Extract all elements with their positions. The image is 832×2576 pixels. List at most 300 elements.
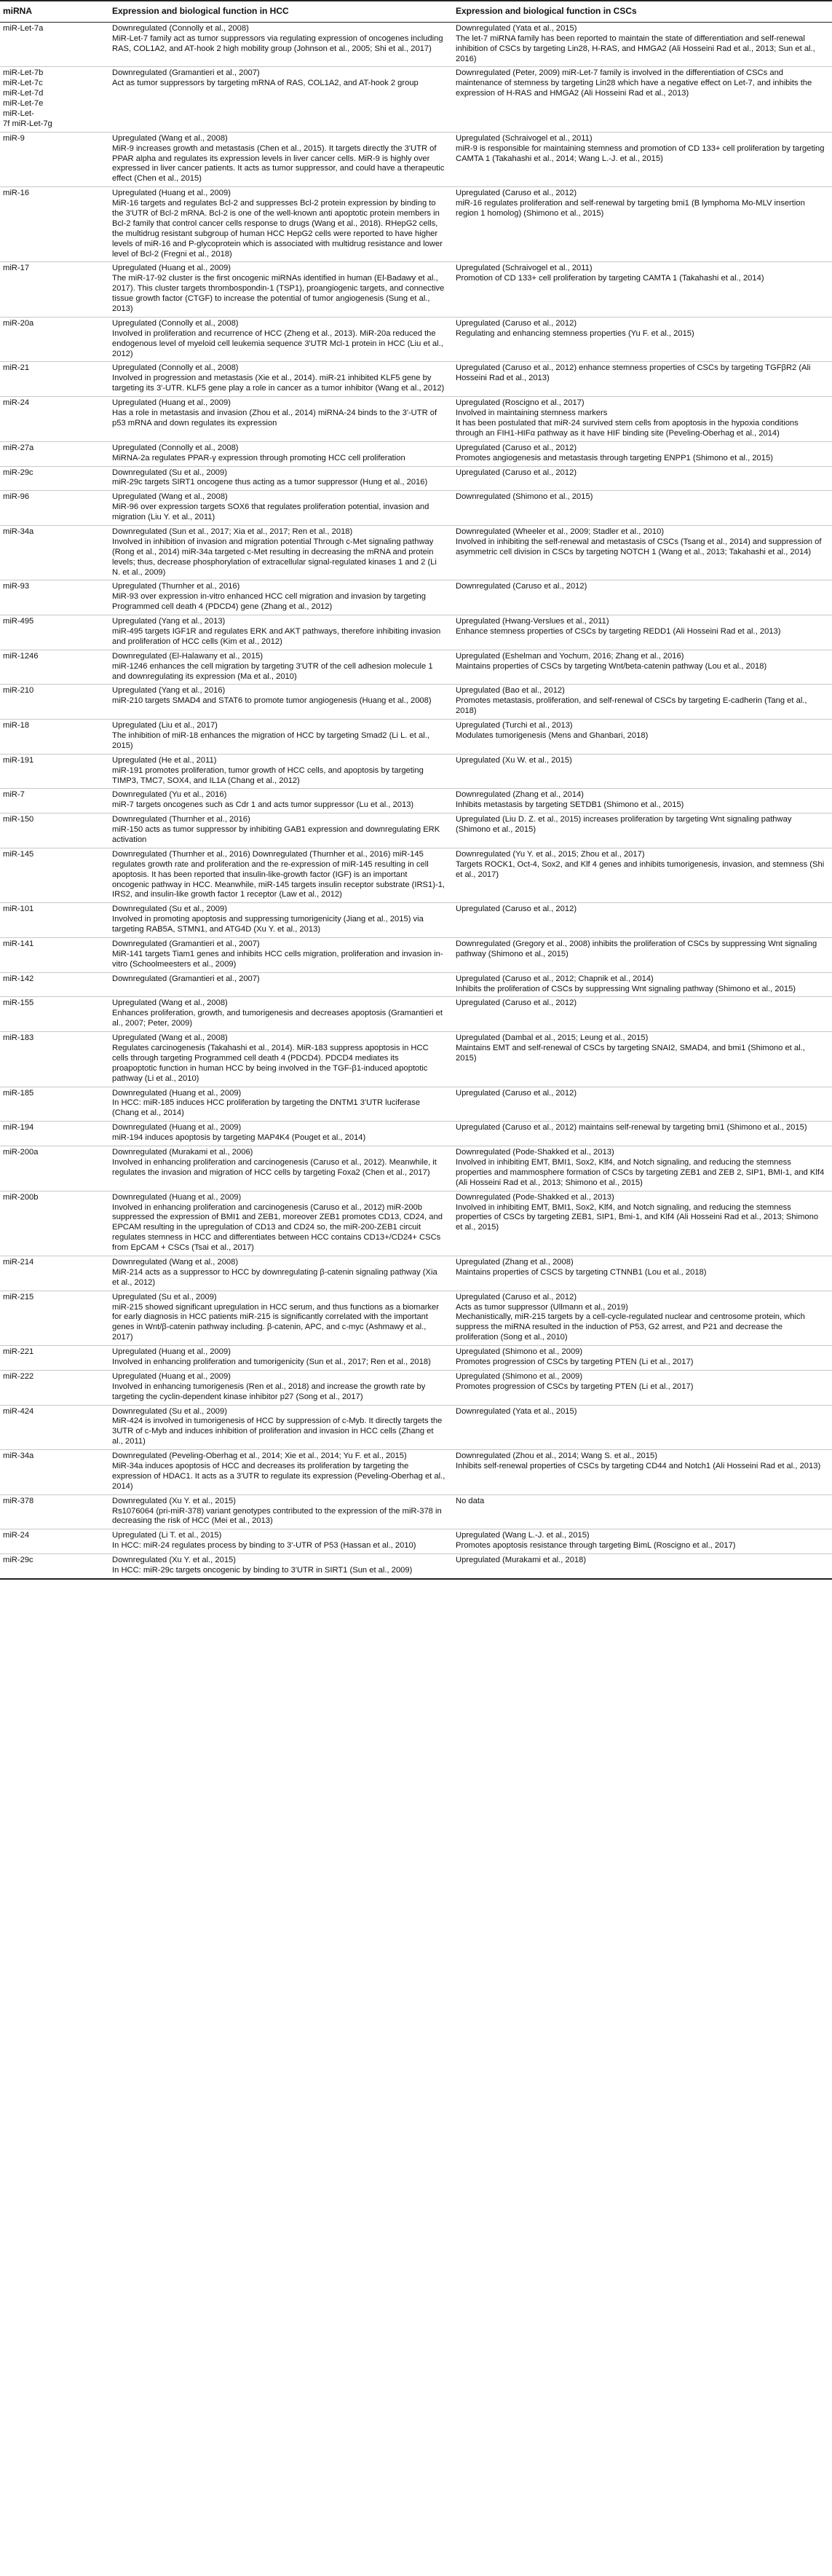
mirna-cell: miR-17 <box>0 262 109 317</box>
csc-function-cell <box>453 1346 832 1371</box>
csc-text-line: Upregulated (Turchi et al., 2013) <box>456 721 573 730</box>
hcc-text-line: Downregulated (Wang et al., 2008) <box>112 1257 239 1267</box>
hcc-function-cell <box>109 1494 453 1529</box>
table-row <box>0 789 832 814</box>
mirna-cell: miR-183 <box>0 1032 109 1087</box>
hcc-text-line: Downregulated (Gramantieri et al., 2007) <box>112 940 260 949</box>
table-row <box>0 67 832 132</box>
hcc-text-line: Downregulated (Huang et al., 2009) <box>112 1192 242 1202</box>
table-row <box>0 720 832 755</box>
hcc-function-cell <box>109 132 453 186</box>
mirna-cell: miR-424 <box>0 1405 109 1450</box>
csc-text-line: No data <box>456 1496 485 1505</box>
csc-text-line: The let-7 miRNA family has been reported to maintain the state of differentiation and self-renewal inhibition of CSCs by targeting Lin28, H-RAS, and HMGA2 (Ali Hosseini Rad et al., 2013; Sun et al., 2016) <box>456 34 815 63</box>
table-row <box>0 1146 832 1192</box>
mirna-cell: miR-16 <box>0 187 109 262</box>
hcc-function-cell <box>109 789 453 814</box>
mirna-cell: miR-29c <box>0 1554 109 1579</box>
hcc-text-line: MiR-141 targets Tiam1 genes and inhibits HCC cells migration, proliferation and invasion in-vitro (Schoolmeesters et al., 2009) <box>112 949 443 969</box>
hcc-text-line: Has a role in metastasis and invasion (Zhou et al., 2014) miRNA-24 binds to the 3'-UTR of p53 mRNA and down regulates its expression <box>112 409 437 428</box>
hcc-text-line: Upregulated (Wang et al., 2008) <box>112 999 228 1008</box>
mirna-cell: miR-200b <box>0 1191 109 1256</box>
mirna-cell: miR-21 <box>0 362 109 397</box>
csc-text-line: Upregulated (Shimono et al., 2009) <box>456 1347 583 1357</box>
hcc-text-line: Involved in promoting apoptosis and suppressing tumorigenicity (Jiang et al., 2015) via targeting RAB5A, STMN1, and ATG4D (Xu Y. et al., 2013) <box>112 915 424 934</box>
csc-text-line: Mechanistically, miR-215 targets by a cell-cycle-regulated nuclear and centrosome protein, which suppress the miRNA resulted in the induction of P53, G2 arrest, and P21 and decrease the proliferation (Song et al., 2010) <box>456 1312 805 1342</box>
hcc-text-line: The miR-17-92 cluster is the first oncogenic miRNAs identified in human (El-Badawy et al., 2017). This cluster targets thrombospondin-1 (TSP1), proangiogenic targets, and connective tissue growth factor (CTGF) to increase the potential of tumor angiogenesis (Sung et al., 2013) <box>112 274 445 314</box>
hcc-text-line: Involved in proliferation and recurrence of HCC (Zheng et al., 2013). MiR-20a reduced the endogenous level of myeloid cell leukemia sequence 3'UTR Mcl-1 protein in HCC (Liu et al., 2012) <box>112 328 443 358</box>
csc-function-cell <box>453 362 832 397</box>
hcc-text-line: Upregulated (Wang et al., 2008) <box>112 1033 228 1043</box>
mirna-cell: miR-9 <box>0 132 109 186</box>
csc-function-cell <box>453 187 832 262</box>
hcc-text-line: Involved in inhibition of invasion and migration potential Through c-Met signaling pathway (Rong et al., 2014) miR-34a targeted c-Met resulting in decreasing the mRNA and protein levels; thus, decrease phosphorylation of extracellular signal-regulated kinases 1 and 2 (Li N. et al., 2009) <box>112 537 437 577</box>
table-row <box>0 972 832 997</box>
csc-text-line: Upregulated (Caruso et al., 2012; Chapnik et al., 2014) <box>456 974 654 983</box>
mirna-cell: miR-7 <box>0 789 109 814</box>
csc-function-cell <box>453 615 832 650</box>
hcc-function-cell <box>109 525 453 580</box>
hcc-text-line: Downregulated (Thurnher et al., 2016) Downregulated (Thurnher et al., 2016) miR-145 regulates growth rate and proliferation and the re-expression of miR-145 resulting in cell apoptosis. It has been reported that insulin-like-growth factor (IGF) is an important oncogenic pathway in HCC. Meanwhile, miR-145 targets insulin receptor substrate (IRS1)-1, IRS2, and insulin-like growth factor 1 receptor (Law et al., 2012) <box>112 849 445 899</box>
csc-text-line: Promotion of CD 133+ cell proliferation by targeting CAMTA 1 (Takahashi et al., 2014) <box>456 274 764 283</box>
csc-text-line: Promotes apoptosis resistance through targeting BimL (Roscigno et al., 2017) <box>456 1541 736 1551</box>
hcc-function-cell <box>109 1122 453 1146</box>
hcc-text-line: In HCC: miR-29c targets oncogenic by binding to 3'UTR in SIRT1 (Sun et al., 2009) <box>112 1566 413 1575</box>
hcc-text-line: The inhibition of miR-18 enhances the migration of HCC by targeting Smad2 (Li L. et al., 2015) <box>112 730 429 750</box>
csc-text-line: Upregulated (Shimono et al., 2009) <box>456 1371 583 1381</box>
csc-text-line: Upregulated (Caruso et al., 2012) <box>456 905 577 914</box>
mirna-cell: miR-27a <box>0 441 109 466</box>
hcc-text-line: Upregulated (Huang et al., 2009) <box>112 1371 231 1381</box>
hcc-text-line: Downregulated (Thurnher et al., 2016) <box>112 815 250 824</box>
mirna-cell: miR-214 <box>0 1256 109 1291</box>
table-row <box>0 1494 832 1529</box>
mirna-cell: miR-1246 <box>0 650 109 685</box>
hcc-function-cell <box>109 491 453 526</box>
csc-text-line: Upregulated (Xu W. et al., 2015) <box>456 755 572 765</box>
hcc-function-cell <box>109 317 453 362</box>
csc-text-line: Upregulated (Schraivogel et al., 2011) <box>456 264 593 273</box>
hcc-text-line: MiR-34a induces apoptosis of HCC and decreases its proliferation by targeting the expression of HDAC1. It acts as a 3'UTR to regulate its expression (Peveling-Oberhag et al., 2014) <box>112 1461 445 1491</box>
table-row <box>0 262 832 317</box>
mirna-cell: miR-24 <box>0 397 109 442</box>
table-row <box>0 132 832 186</box>
hcc-text-line: Downregulated (Huang et al., 2009) <box>112 1123 242 1133</box>
hcc-text-line: Upregulated (Wang et al., 2008) <box>112 492 228 502</box>
hcc-function-cell <box>109 466 453 491</box>
hcc-text-line: Rs1076064 (pri-miR-378) variant genotypes contributed to the expression of the miR-378 in decreasing the risk of HCC (Mei et al., 2013) <box>112 1506 442 1526</box>
mirna-cell: miR-101 <box>0 903 109 938</box>
csc-function-cell <box>453 262 832 317</box>
mirna-cell: miR-200a <box>0 1146 109 1192</box>
csc-text-line: Promotes progression of CSCs by targeting PTEN (Li et al., 2017) <box>456 1357 694 1366</box>
hcc-text-line: miR-495 targets IGF1R and regulates ERK and AKT pathways, therefore inhibiting invasion and proliferation of HCC cells (Kim et al., 2012) <box>112 626 441 646</box>
csc-text-line: Upregulated (Eshelman and Yochum, 2016; Zhang et al., 2016) <box>456 651 684 661</box>
table-row <box>0 1529 832 1554</box>
hcc-text-line: Downregulated (Connolly et al., 2008) <box>112 23 249 33</box>
hcc-function-cell <box>109 650 453 685</box>
table-row <box>0 466 832 491</box>
table-row <box>0 1346 832 1371</box>
hcc-function-cell <box>109 1291 453 1345</box>
csc-text-line: Upregulated (Caruso et al., 2012) <box>456 1088 577 1098</box>
csc-function-cell <box>453 1256 832 1291</box>
mirna-cell: miR-150 <box>0 814 109 848</box>
csc-function-cell <box>453 685 832 720</box>
table-row <box>0 1087 832 1122</box>
csc-text-line: Modulates tumorigenesis (Mens and Ghanbari, 2018) <box>456 730 649 740</box>
csc-function-cell <box>453 789 832 814</box>
mirna-cell: miR-221 <box>0 1346 109 1371</box>
hcc-function-cell <box>109 997 453 1032</box>
table-row <box>0 814 832 848</box>
hcc-text-line: Downregulated (Sun et al., 2017; Xia et al., 2017; Ren et al., 2018) <box>112 527 353 536</box>
table-row <box>0 580 832 615</box>
hcc-function-cell <box>109 362 453 397</box>
hcc-text-line: Involved in progression and metastasis (Xie et al., 2014). miR-21 inhibited KLF5 gene by targeting its 3'-UTR. KLF5 gene play a role in cancer as a tumor inhibitor (Wang et al., 2012) <box>112 374 445 393</box>
hcc-text-line: miR-210 targets SMAD4 and STAT6 to promote tumor angiogenesis (Huang et al., 2008) <box>112 696 432 706</box>
mirna-cell: miR-34a <box>0 525 109 580</box>
hcc-text-line: Downregulated (Xu Y. et al., 2015) <box>112 1556 236 1565</box>
csc-text-line: Upregulated (Bao et al., 2012) <box>456 686 565 696</box>
csc-text-line: Downregulated (Yu Y. et al., 2015; Zhou et al., 2017) <box>456 849 645 859</box>
table-row <box>0 441 832 466</box>
csc-text-line: Upregulated (Caruso et al., 2012) <box>456 999 577 1008</box>
table-row <box>0 1122 832 1146</box>
hcc-text-line: miR-150 acts as tumor suppressor by inhibiting GAB1 expression and downregulating ERK activation <box>112 825 440 844</box>
hcc-text-line: Upregulated (Huang et al., 2009) <box>112 264 231 273</box>
csc-text-line: Downregulated (Wheeler et al., 2009; Stadler et al., 2010) <box>456 527 665 536</box>
csc-function-cell <box>453 441 832 466</box>
csc-function-cell <box>453 1494 832 1529</box>
csc-function-cell <box>453 1370 832 1405</box>
csc-text-line: Involved in maintaining stemness markers <box>456 409 608 418</box>
table-row <box>0 997 832 1032</box>
csc-function-cell <box>453 754 832 789</box>
csc-text-line: Upregulated (Schraivogel et al., 2011) <box>456 133 593 143</box>
csc-text-line: Upregulated (Wang L.-J. et al., 2015) <box>456 1531 590 1540</box>
csc-text-line: Acts as tumor suppressor (Ullmann et al., 2019) <box>456 1302 628 1312</box>
csc-function-cell <box>453 491 832 526</box>
mirna-cell: miR-210 <box>0 685 109 720</box>
mirna-cell: miR-495 <box>0 615 109 650</box>
mirna-cell: miR-155 <box>0 997 109 1032</box>
csc-function-cell <box>453 972 832 997</box>
hcc-function-cell <box>109 441 453 466</box>
header-csc: Expression and biological function in CSCs <box>453 1 832 22</box>
table-row <box>0 615 832 650</box>
hcc-function-cell <box>109 848 453 902</box>
hcc-text-line: MiR-16 targets and regulates Bcl-2 and suppresses Bcl-2 protein expression by binding to the 3'UTR of Bcl-2 mRNA. Bcl-2 is one of the well-known anti apoptotic protein members in Bcl-2 family that control cancer cells response to drugs (Wang et al., 2018). RHepG2 cells, the multidrug resistant subgroup of human HCC HepG2 cells were reported to have higher levels of miR-16 and P-glycoprotein which is associated with multidrug resistance and lower level of Bcl-2 (Fregni et al., 2018) <box>112 199 443 259</box>
hcc-text-line: Upregulated (Huang et al., 2009) <box>112 398 231 408</box>
hcc-function-cell <box>109 938 453 973</box>
hcc-function-cell <box>109 187 453 262</box>
header-row <box>0 1 832 22</box>
csc-function-cell <box>453 1191 832 1256</box>
hcc-text-line: MiR-Let-7 family act as tumor suppressors via regulating expression of oncogenes including RAS, COL1A2, and AT-hook 2 high mobility group (Johnson et al., 2005; Shi et al., 2017) <box>112 34 443 53</box>
csc-function-cell <box>453 938 832 973</box>
hcc-text-line: Upregulated (Connolly et al., 2008) <box>112 363 239 373</box>
csc-function-cell <box>453 67 832 132</box>
csc-text-line: Upregulated (Dambal et al., 2015; Leung et al., 2015) <box>456 1033 649 1043</box>
hcc-function-cell <box>109 397 453 442</box>
csc-function-cell <box>453 720 832 755</box>
mirna-cell: miR-215 <box>0 1291 109 1345</box>
csc-text-line: Downregulated (Pode-Shakked et al., 2013) <box>456 1192 614 1202</box>
table-row <box>0 317 832 362</box>
csc-function-cell <box>453 903 832 938</box>
hcc-text-line: Upregulated (Connolly et al., 2008) <box>112 318 239 328</box>
hcc-text-line: MiR-93 over expression in-vitro enhanced HCC cell migration and invasion by targeting Programmed cell death 4 (PDCD4) gene (Zhang et al., 2012) <box>112 592 426 612</box>
mirna-cell: miR-24 <box>0 1529 109 1554</box>
table-row <box>0 1370 832 1405</box>
hcc-text-line: Enhances proliferation, growth, and tumorigenesis and decreases apoptosis (Gramantieri et al., 2007; Peter, 2009) <box>112 1009 443 1028</box>
csc-text-line: Upregulated (Caruso et al., 2012) <box>456 468 577 477</box>
table-row <box>0 491 832 526</box>
hcc-function-cell <box>109 1087 453 1122</box>
csc-text-line: Upregulated (Caruso et al., 2012) <box>456 189 577 198</box>
hcc-function-cell <box>109 720 453 755</box>
hcc-function-cell <box>109 1346 453 1371</box>
csc-function-cell <box>453 132 832 186</box>
mirna-cell: miR-96 <box>0 491 109 526</box>
table-row <box>0 1032 832 1087</box>
hcc-function-cell <box>109 1554 453 1579</box>
table-row <box>0 22 832 67</box>
hcc-text-line: Downregulated (Gramantieri et al., 2007) <box>112 974 260 983</box>
table-row <box>0 1554 832 1579</box>
hcc-function-cell <box>109 1032 453 1087</box>
csc-text-line: Upregulated (Murakami et al., 2018) <box>456 1556 587 1565</box>
hcc-function-cell <box>109 1191 453 1256</box>
csc-function-cell <box>453 1554 832 1579</box>
table-header <box>0 1 832 22</box>
csc-text-line: Inhibits self-renewal properties of CSCs by targeting CD44 and Notch1 (Ali Hosseini Rad et al., 2013) <box>456 1461 821 1470</box>
csc-function-cell <box>453 1146 832 1192</box>
mirna-cell: miR-141 <box>0 938 109 973</box>
hcc-function-cell <box>109 22 453 67</box>
hcc-text-line: In HCC: miR-185 induces HCC proliferation by targeting the DNTM1 3'UTR luciferase (Chang et al., 2014) <box>112 1098 421 1118</box>
csc-text-line: Upregulated (Hwang-Verslues et al., 2011) <box>456 617 609 626</box>
table-row <box>0 903 832 938</box>
mirna-cell: miR-34a <box>0 1450 109 1495</box>
csc-text-line: Downregulated (Yata et al., 2015) <box>456 23 577 33</box>
hcc-function-cell <box>109 1146 453 1192</box>
csc-text-line: Promotes metastasis, proliferation, and self-renewal of CSCs by targeting E-cadherin (Tang et al., 2018) <box>456 696 807 716</box>
csc-text-line: Targets ROCK1, Oct-4, Sox2, and Klf 4 genes and inhibits tumorigenesis, invasion, and stemness (Shi et al., 2017) <box>456 859 825 879</box>
table-row <box>0 362 832 397</box>
table-row <box>0 525 832 580</box>
csc-text-line: Inhibits the proliferation of CSCs by suppressing Wnt signaling pathway (Shimono et al., 2015) <box>456 984 796 993</box>
mirna-cell: miR-Let-7a <box>0 22 109 67</box>
hcc-function-cell <box>109 262 453 317</box>
csc-text-line: It has been postulated that miR-24 survived stem cells from apoptosis in the hypoxia conditions through an FIH1-HIFα pathway as it have HIF binding site (Peveling-Oberhag et al., 2014) <box>456 418 799 438</box>
table-row <box>0 1291 832 1345</box>
table-row <box>0 1405 832 1450</box>
hcc-text-line: MiR-9 increases growth and metastasis (Chen et al., 2015). It targets directly the 3'UTR of PPAR alpha and regulates its expression levels in liver cancer cells. MiR-9 is highly over expressed in liver cancer patients. It acts as tumor suppressor, and could have a therapeutic effect (Chen et al., 2015) <box>112 143 445 184</box>
csc-text-line: Inhibits metastasis by targeting SETDB1 (Shimono et al., 2015) <box>456 800 684 810</box>
hcc-text-line: Upregulated (Su et al., 2009) <box>112 1292 217 1301</box>
csc-text-line: miR-16 regulates proliferation and self-renewal by targeting bmi1 (B lymphoma Mo-MLV insertion region 1 homolog) (Shimono et al., 2015) <box>456 199 805 218</box>
csc-text-line: Involved in inhibiting EMT, BMI1, Sox2, Klf4, and Notch signaling, and reducing the stemness properties and mammosphere formation of CSCs by targeting ZEB1 and ZEB 2, SIP1, BMI-1, and Klf4 (Ali Hosseini Rad et al., 2013; Shimono et al., 2015) <box>456 1157 825 1187</box>
csc-text-line: Downregulated (Shimono et al., 2015) <box>456 492 593 502</box>
hcc-text-line: MiR-96 over expression targets SOX6 that regulates proliferation potential, invasion and migration (Liu Y. et al., 2011) <box>112 503 429 522</box>
csc-text-line: Downregulated (Zhang et al., 2014) <box>456 790 585 800</box>
hcc-function-cell <box>109 1450 453 1495</box>
table-row <box>0 650 832 685</box>
hcc-function-cell <box>109 1370 453 1405</box>
hcc-text-line: miR-194 induces apoptosis by targeting MAP4K4 (Pouget et al., 2014) <box>112 1133 366 1143</box>
table-row <box>0 938 832 973</box>
table-row <box>0 187 832 262</box>
hcc-function-cell <box>109 685 453 720</box>
hcc-text-line: MiR-214 acts as a suppressor to HCC by downregulating β-catenin signaling pathway (Xia et al., 2012) <box>112 1267 437 1287</box>
mirna-cell: miR-93 <box>0 580 109 615</box>
table-row <box>0 1191 832 1256</box>
csc-function-cell <box>453 1291 832 1345</box>
hcc-text-line: Downregulated (Yu et al., 2016) <box>112 790 227 800</box>
hcc-function-cell <box>109 903 453 938</box>
hcc-text-line: MiRNA-2a regulates PPAR-γ expression through promoting HCC cell proliferation <box>112 453 405 462</box>
csc-function-cell <box>453 525 832 580</box>
hcc-text-line: Upregulated (Yang et al., 2013) <box>112 617 226 626</box>
csc-text-line: Upregulated (Caruso et al., 2012) <box>456 1292 577 1301</box>
csc-text-line: Upregulated (Zhang et al., 2008) <box>456 1257 574 1267</box>
table-row <box>0 1450 832 1495</box>
table-row <box>0 685 832 720</box>
mirna-cell: miR-20a <box>0 317 109 362</box>
hcc-text-line: Downregulated (Su et al., 2009) <box>112 905 227 914</box>
mirna-cell: miR-185 <box>0 1087 109 1122</box>
hcc-function-cell <box>109 1405 453 1450</box>
mirna-cell: miR-18 <box>0 720 109 755</box>
hcc-function-cell <box>109 1529 453 1554</box>
csc-text-line: Upregulated (Caruso et al., 2012) <box>456 443 577 452</box>
hcc-text-line: miR-191 promotes proliferation, tumor growth of HCC cells, and apoptosis by targeting TIMP3, TMC7, SOX4, and IL1A (Chang et al., 2012) <box>112 765 424 785</box>
csc-function-cell <box>453 1122 832 1146</box>
table-body <box>0 22 832 1579</box>
csc-text-line: Downregulated (Gregory et al., 2008) inhibits the proliferation of CSCs by suppressing Wnt signaling pathway (Shimono et al., 2015) <box>456 940 817 958</box>
csc-function-cell <box>453 1405 832 1450</box>
hcc-text-line: Upregulated (Thurnher et al., 2016) <box>112 582 240 591</box>
table-row <box>0 754 832 789</box>
hcc-text-line: Upregulated (Li T. et al., 2015) <box>112 1531 222 1540</box>
csc-function-cell <box>453 814 832 848</box>
hcc-text-line: Downregulated (Su et al., 2009) <box>112 468 227 477</box>
hcc-text-line: Downregulated (El-Halawany et al., 2015) <box>112 651 264 661</box>
hcc-text-line: Downregulated (Huang et al., 2009) <box>112 1088 242 1098</box>
hcc-text-line: Upregulated (Huang et al., 2009) <box>112 1347 231 1357</box>
mirna-cell: miR-29c <box>0 466 109 491</box>
csc-text-line: Downregulated (Caruso et al., 2012) <box>456 582 587 591</box>
csc-text-line: Downregulated (Zhou et al., 2014; Wang S. et al., 2015) <box>456 1452 657 1461</box>
csc-function-cell <box>453 580 832 615</box>
mirna-cell: miR-194 <box>0 1122 109 1146</box>
csc-function-cell <box>453 1450 832 1495</box>
hcc-text-line: Upregulated (Connolly et al., 2008) <box>112 443 239 452</box>
header-hcc: Expression and biological function in HCC <box>109 1 453 22</box>
hcc-text-line: Downregulated (Su et al., 2009) <box>112 1406 227 1416</box>
csc-text-line: Upregulated (Caruso et al., 2012) enhance stemness properties of CSCs by targeting TGFβR2 (Ali Hosseini Rad et al., 2013) <box>456 363 811 383</box>
hcc-text-line: Downregulated (Gramantieri et al., 2007) <box>112 68 260 78</box>
hcc-function-cell <box>109 814 453 848</box>
hcc-text-line: Regulates carcinogenesis (Takahashi et al., 2014). MiR-183 suppress apoptosis in HCC cells through targeting Programmed cell death 4 (PDCD4). PDCD4 mediates its proapoptotic function in human HCC by being involved in the TGF-β1-induced apoptotic pathway (Li et al., 2010) <box>112 1044 429 1083</box>
hcc-function-cell <box>109 580 453 615</box>
csc-text-line: Promotes angiogenesis and metastasis through targeting ENPP1 (Shimono et al., 2015) <box>456 453 773 462</box>
csc-text-line: Promotes progression of CSCs by targeting PTEN (Li et al., 2017) <box>456 1382 694 1391</box>
hcc-text-line: MiR-424 is involved in tumorigenesis of HCC by suppression of c-Myb. It directly targets the 3UTR of c-Myb and induces inhibition of proliferation and invasion in HCC cells (Zhang et al., 2011) <box>112 1417 443 1446</box>
mirna-cell: miR-142 <box>0 972 109 997</box>
csc-function-cell <box>453 397 832 442</box>
hcc-text-line: Upregulated (Wang et al., 2008) <box>112 133 228 143</box>
csc-text-line: miR-9 is responsible for maintaining stemness and promotion of CD 133+ cell proliferation by targeting CAMTA 1 (Takahashi et al., 2014; Wang L.-J. et al., 2015) <box>456 143 825 163</box>
csc-text-line: Upregulated (Caruso et al., 2012) maintains self-renewal by targeting bmi1 (Shimono et al., 2015) <box>456 1123 807 1133</box>
csc-function-cell <box>453 317 832 362</box>
hcc-function-cell <box>109 754 453 789</box>
csc-text-line: Maintains EMT and self-renewal of CSCs by targeting SNAI2, SMAD4, and bmi1 (Shimono et al., 2015) <box>456 1044 805 1063</box>
hcc-text-line: Act as tumor suppressors by targeting mRNA of RAS, COL1A2, and AT-hook 2 group <box>112 79 419 88</box>
csc-text-line: Upregulated (Caruso et al., 2012) <box>456 318 577 328</box>
mirna-cell: miR-222 <box>0 1370 109 1405</box>
hcc-text-line: miR-29c targets SIRT1 oncogene thus acting as a tumor suppressor (Hung et al., 2016) <box>112 478 428 487</box>
hcc-text-line: Upregulated (He et al., 2011) <box>112 755 217 765</box>
hcc-text-line: miR-1246 enhances the cell migration by targeting 3'UTR of the cell adhesion molecule 1 and downregulating its expression (Ma et al., 2010) <box>112 661 433 681</box>
csc-text-line: Maintains properties of CSCS by targeting CTNNB1 (Lou et al., 2018) <box>456 1267 707 1277</box>
hcc-text-line: Involved in enhancing tumorigenesis (Ren et al., 2018) and increase the growth rate by targeting the cyclin-dependent kinase inhibitor p27 (Song et al., 2017) <box>112 1382 426 1401</box>
hcc-text-line: Downregulated (Murakami et al., 2006) <box>112 1148 253 1157</box>
table-row <box>0 397 832 442</box>
mirna-cell: miR-191 <box>0 754 109 789</box>
hcc-text-line: Involved in enhancing proliferation and tumorigenicity (Sun et al., 2017; Ren et al., 2018) <box>112 1357 431 1366</box>
hcc-text-line: miR-215 showed significant upregulation in HCC serum, and thus functions as a biomarker for early diagnosis in HCC patients miR-215 is significantly correlated with the important genes in Wnt/β-catenin pathway including. β-catenin, APC, and c-myc (Ashmawy et al., 2017) <box>112 1302 439 1342</box>
header-mirna: miRNA <box>0 1 109 22</box>
mirna-cell: miR-378 <box>0 1494 109 1529</box>
hcc-function-cell <box>109 1256 453 1291</box>
hcc-text-line: Downregulated (Xu Y. et al., 2015) <box>112 1496 236 1505</box>
csc-text-line: Regulating and enhancing stemness properties (Yu F. et al., 2015) <box>456 328 694 338</box>
hcc-text-line: Involved in enhancing proliferation and carcinogenesis (Caruso et al., 2012) miR-200b suppressed the expression of BMI1 and ZEB1, moreover ZEB1 promotes CD13, CD24, and EPCAM resulting in the upregulation of CD13 and CD24 so, the miR-200-ZEB1 circuit regulates stemness in HCC and differentiates between HCC contains CD13+/CD24+ CSCs from EpCAM + CSCs (Tsai et al., 2017) <box>112 1202 443 1253</box>
hcc-text-line: Downregulated (Peveling-Oberhag et al., 2014; Xie et al., 2014; Yu F. et al., 2015) <box>112 1452 407 1461</box>
csc-text-line: Downregulated (Pode-Shakked et al., 2013) <box>456 1148 614 1157</box>
hcc-function-cell <box>109 972 453 997</box>
csc-function-cell <box>453 1087 832 1122</box>
csc-text-line: Upregulated (Roscigno et al., 2017) <box>456 398 585 408</box>
hcc-text-line: Upregulated (Yang et al., 2016) <box>112 686 226 696</box>
csc-text-line: Involved in inhibiting the self-renewal and metastasis of CSCs (Tsang et al., 2014) and suppression of asymmetric cell division in CSCs by targeting NOTCH 1 (Wang et al., 2013; Takahashi et al., 2014) <box>456 537 822 556</box>
hcc-function-cell <box>109 615 453 650</box>
mirna-cell: miR-145 <box>0 848 109 902</box>
csc-function-cell <box>453 997 832 1032</box>
csc-function-cell <box>453 650 832 685</box>
table-row <box>0 848 832 902</box>
csc-text-line: Maintains properties of CSCs by targeting Wnt/beta-catenin pathway (Lou et al., 2018) <box>456 661 767 671</box>
hcc-function-cell <box>109 67 453 132</box>
hcc-text-line: In HCC: miR-24 regulates process by binding to 3'-UTR of P53 (Hassan et al., 2010) <box>112 1541 416 1551</box>
csc-function-cell <box>453 848 832 902</box>
hcc-text-line: Upregulated (Huang et al., 2009) <box>112 189 231 198</box>
hcc-text-line: miR-7 targets oncogenes such as Cdr 1 and acts tumor suppressor (Lu et al., 2013) <box>112 800 414 810</box>
table-row <box>0 1256 832 1291</box>
csc-function-cell <box>453 466 832 491</box>
hcc-text-line: Upregulated (Liu et al., 2017) <box>112 721 218 730</box>
csc-function-cell <box>453 1529 832 1554</box>
csc-text-line: Involved in inhibiting EMT, BMI1, Sox2, Klf4, and Notch signaling, and reducing the stemness properties of CSCs by targeting ZEB1, SIP1, Bmi-1, and Klf4 (Ali Hosseini Rad et al., 2013; Shimono et al., 2015) <box>456 1202 819 1232</box>
csc-text-line: Upregulated (Liu D. Z. et al., 2015) increases proliferation by targeting Wnt signaling pathway (Shimono et al., 2015) <box>456 815 792 835</box>
csc-text-line: Enhance stemness properties of CSCs by targeting REDD1 (Ali Hosseini Rad et al., 2013) <box>456 626 781 636</box>
mirna-cell: miR-Let-7b miR-Let-7c miR-Let-7d miR-Let-7e miR-Let- 7f miR-Let-7g <box>0 67 109 132</box>
csc-function-cell <box>453 1032 832 1087</box>
csc-text-line: Downregulated (Yata et al., 2015) <box>456 1406 577 1416</box>
